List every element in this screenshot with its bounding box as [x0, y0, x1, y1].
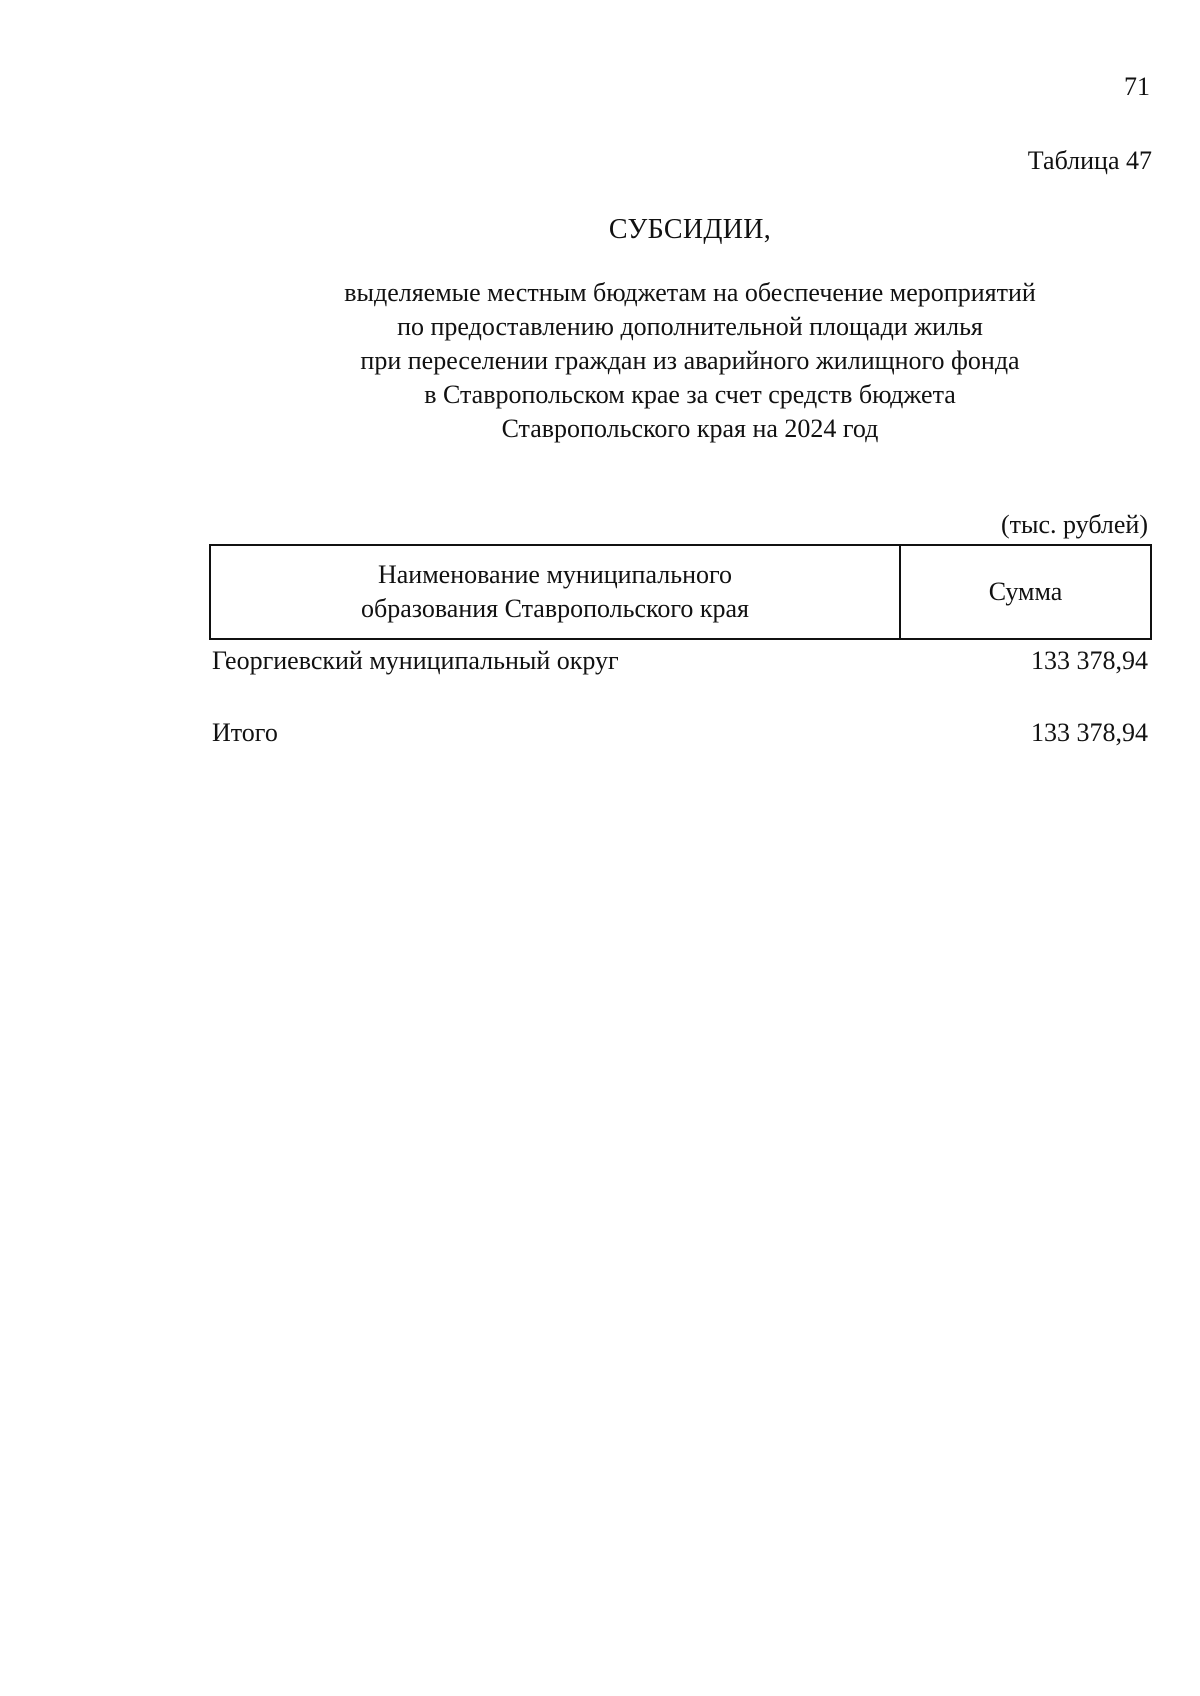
header-name-cell [211, 546, 901, 638]
subtitle-line: по предоставлению дополнительной площади жилья [397, 312, 983, 341]
row-sum: 133 378,94 [1031, 646, 1148, 675]
subtitle-line: при переселении граждан из аварийного жилищного фонда [360, 346, 1020, 375]
document-subtitle [200, 276, 1180, 446]
row-name: Георгиевский муниципальный округ [212, 646, 619, 675]
page-number: 71 [1124, 72, 1150, 101]
subtitle-line: в Ставропольском крае за счет средств бюджета [424, 380, 956, 409]
document-title: СУБСИДИИ, [608, 214, 772, 245]
table-number: Таблица 47 [1027, 146, 1152, 175]
total-row [212, 718, 1148, 748]
table-row [212, 646, 1148, 676]
header-sum-cell: Сумма [988, 577, 1063, 606]
header-name-line: Наименование муниципального [377, 560, 733, 589]
table-header [209, 544, 1152, 640]
total-label: Итого [212, 718, 278, 747]
subtitle-line: выделяемые местным бюджетам на обеспечение мероприятий [344, 278, 1036, 307]
units-label: (тыс. рублей) [1000, 510, 1148, 539]
subtitle-line: Ставропольского края на 2024 год [501, 414, 879, 443]
header-name-line: образования Ставропольского края [360, 594, 750, 623]
total-sum: 133 378,94 [1031, 718, 1148, 747]
